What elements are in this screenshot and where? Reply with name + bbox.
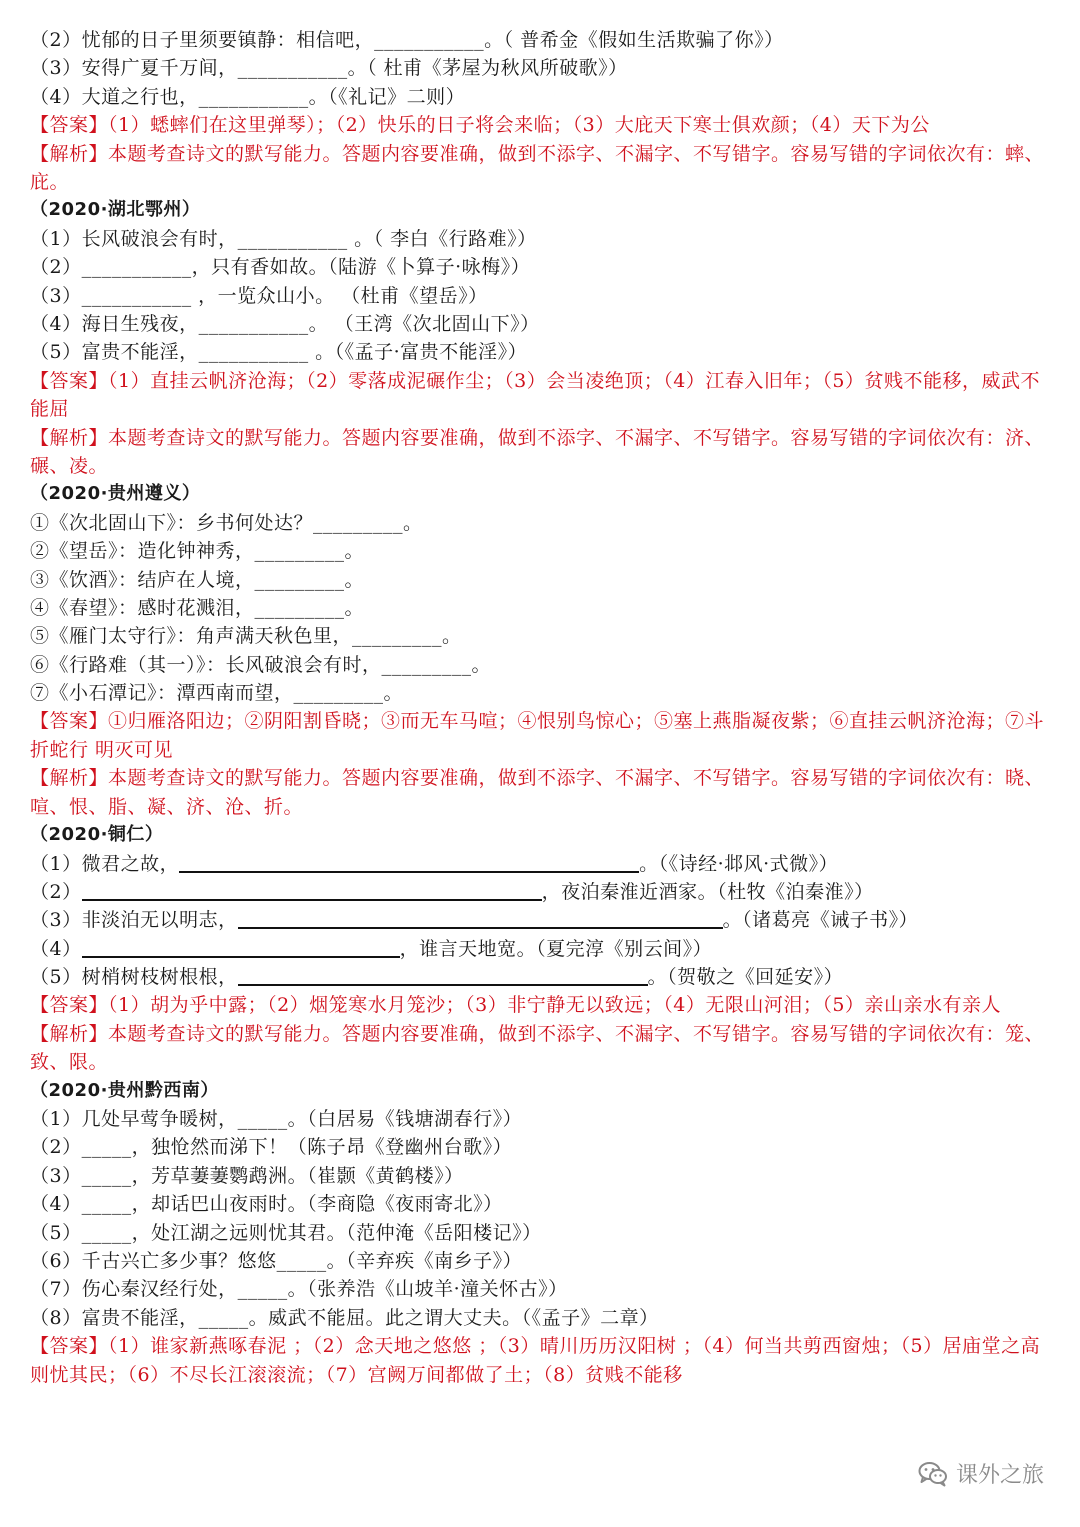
fill-blank-line xyxy=(238,964,648,986)
question-line xyxy=(30,935,1050,963)
fill-blank-line xyxy=(179,851,639,873)
question-line: ④《春望》：感时花溅泪，_________。 xyxy=(30,596,365,619)
wechat-icon xyxy=(918,1461,948,1487)
section-guizhou-zunyi xyxy=(30,480,1050,821)
section-tongren xyxy=(30,821,1050,1077)
question-line: （4）大道之行也，___________。（《礼记》二则） xyxy=(30,85,466,108)
question-line: （2）忧郁的日子里须要镇静：相信吧，___________。（ 普希金《假如生活欺骗了你》） xyxy=(30,29,784,51)
section-continued xyxy=(30,26,1050,196)
question-line xyxy=(30,963,1050,991)
question-line xyxy=(30,906,1050,934)
question-line: （1）长风破浪会有时，___________ 。（ 李白《行路难》） xyxy=(30,227,537,250)
question-prefix: （3）非淡泊无以明志， xyxy=(30,909,238,932)
section-title: （2020·湖北鄂州） xyxy=(30,199,201,221)
question-suffix: 。（贺敬之《回延安》） xyxy=(647,966,844,989)
analysis-text: 【解析】本题考查诗文的默写能力。答题内容要准确，做到不添字、不漏字、不写错字。容易写错的字词依次有：济、碾、凌。 xyxy=(30,426,1045,477)
question-prefix: （2） xyxy=(30,880,82,903)
question-suffix: ，夜泊秦淮近酒家。（杜牧《泊秦淮》） xyxy=(541,880,874,903)
question-line: ⑥《行路难（其一）》：长风破浪会有时，_________。 xyxy=(30,653,492,676)
question-line: ②《望岳》：造化钟神秀，_________。 xyxy=(30,540,365,563)
answer-text: 【答案】（1）谁家新燕啄春泥 ；（2）念天地之悠悠 ；（3）晴川历历汉阳树 ；（4）何当共剪西窗烛；（5）居庙堂之高则忧其民；（6）不尽长江滚滚流；（7）宫阙万间都做了土；（8）贫贱不能移 xyxy=(30,1335,1041,1386)
question-prefix: （5）树梢树枝树根根， xyxy=(30,966,238,989)
question-line: （3）___________ ，一览众山小。 （杜甫《望岳》） xyxy=(30,284,488,307)
question-line: （4）_____，却话巴山夜雨时。（李商隐《夜雨寄北》） xyxy=(30,1193,503,1216)
fill-blank-line xyxy=(82,879,542,901)
question-suffix: 。（诸葛亮《诫子书》） xyxy=(722,909,919,932)
question-line xyxy=(30,850,1050,878)
analysis-text: 【解析】本题考查诗文的默写能力。答题内容要准确，做到不添字、不漏字、不写错字。容易写错的字词依次有：蟀、庇。 xyxy=(30,142,1045,193)
answer-text: 【答案】（1）胡为乎中露；（2）烟笼寒水月笼沙；（3）非宁静无以致远；（4）无限山河泪；（5）亲山亲水有亲人 xyxy=(30,994,1001,1017)
fill-blank-line xyxy=(238,907,723,929)
section-hubei-ezhou xyxy=(30,196,1050,480)
question-suffix: 。（《诗经·邶风·式微》） xyxy=(639,852,839,875)
section-title: （2020·铜仁） xyxy=(30,824,164,846)
watermark xyxy=(918,1458,1044,1489)
question-line: （7）伤心秦汉经行处，_____。（张养浩《山坡羊·潼关怀古》） xyxy=(30,1278,568,1301)
analysis-text: 【解析】本题考查诗文的默写能力。答题内容要准确，做到不添字、不漏字、不写错字。容易写错的字词依次有：晓、喧、恨、脂、凝、济、沧、折。 xyxy=(30,767,1045,818)
question-line: ⑦《小石潭记》：潭西南而望，_________。 xyxy=(30,682,404,705)
answer-text: 【答案】（1）直挂云帆济沧海；（2）零落成泥碾作尘；（3）会当凌绝顶；（4）江春入旧年；（5）贫贱不能移，威武不能屈 xyxy=(30,369,1040,421)
question-line: （3）安得广夏千万间，___________。（ 杜甫《茅屋为秋风所破歌》） xyxy=(30,57,628,80)
question-line: ③《饮酒》：结庐在人境，_________。 xyxy=(30,568,365,591)
question-line: （8）富贵不能淫，_____。威武不能屈。此之谓大丈夫。（《孟子》二章） xyxy=(30,1306,659,1329)
question-line: （2）_____，独怆然而涕下！（陈子昂《登幽州台歌》） xyxy=(30,1136,513,1159)
analysis-text: 【解析】本题考查诗文的默写能力。答题内容要准确，做到不添字、不漏字、不写错字。容易写错的字词依次有：笼、致、限。 xyxy=(30,1022,1045,1074)
watermark-text: 课外之旅 xyxy=(955,1463,1044,1488)
section-title: （2020·贵州遵义） xyxy=(30,483,201,505)
question-line: （2）___________，只有香如故。（陆游《卜算子·咏梅》） xyxy=(30,256,531,279)
question-line: （1）几处早莺争暖树，_____。（白居易《钱塘湖春行》） xyxy=(30,1108,523,1131)
question-line: （6）千古兴亡多少事？悠悠_____。（辛弃疾《南乡子》） xyxy=(30,1250,523,1273)
fill-blank-line xyxy=(82,936,400,958)
question-line xyxy=(30,878,1050,906)
question-suffix: ，谁言天地宽。（夏完淳《别云间》） xyxy=(399,937,713,960)
question-line: ①《次北固山下》：乡书何处达？_________。 xyxy=(30,511,423,534)
question-line: （5）富贵不能淫，___________ 。（《孟子·富贵不能淫》） xyxy=(30,341,528,364)
section-title: （2020·贵州黔西南） xyxy=(30,1079,219,1101)
exam-document xyxy=(30,26,1050,1389)
section-guizhou-qianxinan xyxy=(30,1077,1050,1389)
question-prefix: （1）微君之故， xyxy=(30,852,180,875)
question-line: （3）_____，芳草萋萋鹦鹉洲。（崔颢《黄鹤楼》） xyxy=(30,1164,464,1187)
question-prefix: （4） xyxy=(30,937,82,960)
answer-text: 【答案】①归雁洛阳边；②阴阳割昏晓；③而无车马喧；④恨别鸟惊心；⑤塞上燕脂凝夜紫；⑥直挂云帆济沧海；⑦斗折蛇行 明灭可见 xyxy=(30,710,1045,761)
answer-text: 【答案】（1）蟋蟀们在这里弹琴）；（2）快乐的日子将会来临；（3）大庇天下寒士俱欢颜；（4）天下为公 xyxy=(30,114,930,137)
question-line: ⑤《雁门太守行》：角声满天秋色里，_________。 xyxy=(30,625,462,648)
question-line: （5）_____，处江湖之远则忧其君。（范仲淹《岳阳楼记》） xyxy=(30,1221,542,1244)
question-line: （4）海日生残夜，___________。 （王湾《次北固山下》） xyxy=(30,312,540,335)
